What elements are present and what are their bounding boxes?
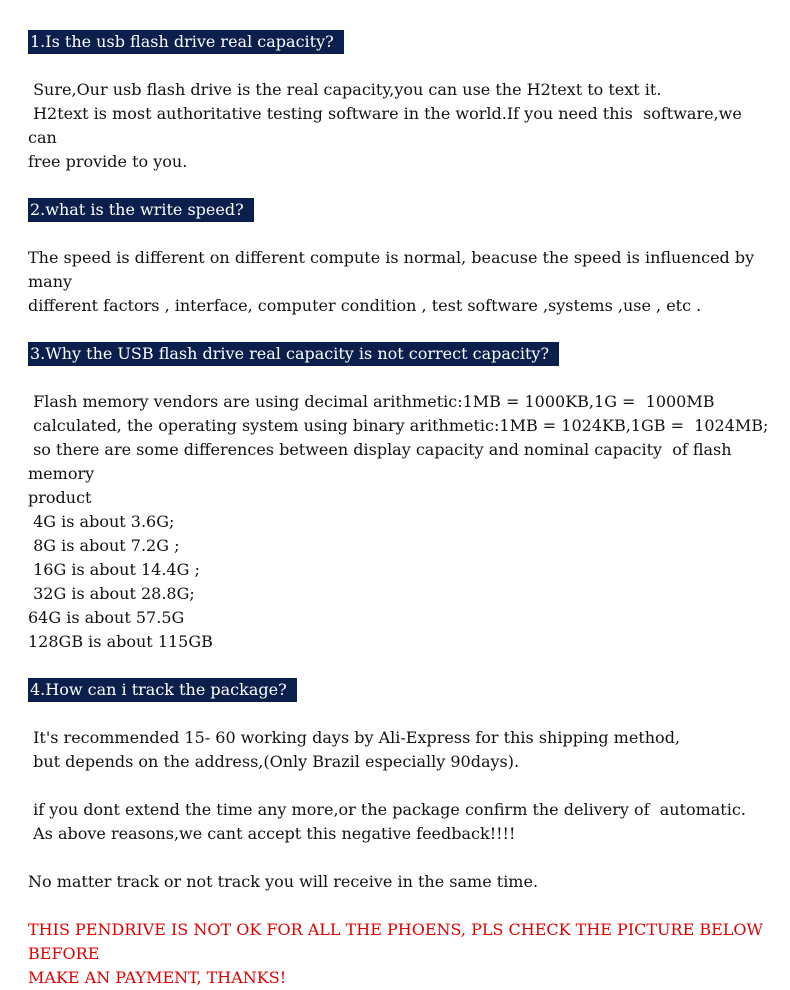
answer-line: The speed is different on different compute is normal, beacuse the speed is influenced by many [28, 248, 760, 291]
capacity-line: 16G is about 14.4G ; [28, 560, 200, 579]
answer-line: Flash memory vendors are using decimal arithmetic:1MB = 1000KB,1G = 1000MB [28, 392, 715, 411]
answer-line: but depends on the address,(Only Brazil especially 90days). [28, 752, 520, 771]
section-heading-real-capacity: 3.Why the USB flash drive real capacity is not correct capacity? [28, 342, 559, 366]
answer-line: calculated, the operating system using binary arithmetic:1MB = 1024KB,1GB = 1024MB; [28, 416, 769, 435]
answer-line: No matter track or not track you will receive in the same time. [28, 872, 539, 891]
answer-line: different factors , interface, computer condition , test software ,systems ,use , etc . [28, 296, 702, 315]
capacity-line: 64G is about 57.5G [28, 608, 185, 627]
section-heading-write-speed: 2.what is the write speed? [28, 198, 254, 222]
answer-line: product [28, 488, 92, 507]
section-heading-capacity: 1.Is the usb flash drive real capacity? [28, 30, 344, 54]
answer-line: free provide to you. [28, 152, 188, 171]
faq-section-tracking [28, 678, 770, 894]
faq-section-real-capacity [28, 342, 770, 654]
capacity-line: 128GB is about 115GB [28, 632, 213, 651]
faq-section-capacity [28, 30, 770, 174]
faq-section-write-speed [28, 198, 770, 318]
warning-line: MAKE AN PAYMENT, THANKS! [28, 968, 287, 987]
answer-line: H2text is most authoritative testing software in the world.If you need this software,we can [28, 104, 747, 147]
section-heading-tracking: 4.How can i track the package? [28, 678, 297, 702]
answer-line: so there are some differences between display capacity and nominal capacity of flash memory [28, 440, 737, 483]
capacity-line: 8G is about 7.2G ; [28, 536, 180, 555]
answer-line: It's recommended 15- 60 working days by Ali-Express for this shipping method, [28, 728, 681, 747]
capacity-line: 32G is about 28.8G; [28, 584, 195, 603]
answer-line: if you dont extend the time any more,or the package confirm the delivery of automatic. [28, 800, 746, 819]
capacity-line: 4G is about 3.6G; [28, 512, 175, 531]
warning-line: THIS PENDRIVE IS NOT OK FOR ALL THE PHOENS, PLS CHECK THE PICTURE BELOW BEFORE [28, 920, 763, 963]
answer-line: Sure,Our usb flash drive is the real capacity,you can use the H2text to text it. [28, 80, 662, 99]
compatibility-warning [28, 918, 770, 990]
answer-line: As above reasons,we cant accept this negative feedback!!!! [28, 824, 516, 843]
